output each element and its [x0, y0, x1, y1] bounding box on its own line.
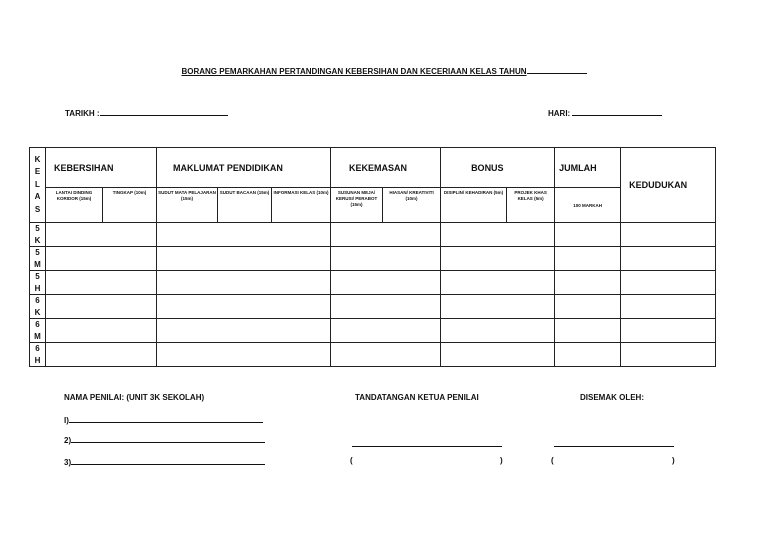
penilai-3-number: 3) — [64, 458, 72, 467]
kedudukan-cell[interactable] — [621, 295, 716, 319]
tarikh-field — [65, 107, 228, 118]
kebersihan-cell[interactable] — [46, 271, 157, 295]
row-label: 5 H — [30, 271, 46, 295]
kebersihan-cell[interactable] — [46, 247, 157, 271]
maklumat-cell[interactable] — [157, 271, 331, 295]
susunan-subheader: SUSUNAN MEJA/ KERUSI/ PERABOT (15m) — [331, 188, 383, 223]
kedudukan-cell[interactable] — [621, 343, 716, 367]
row-label: 6 M — [30, 319, 46, 343]
disemak-signature-line[interactable] — [554, 438, 674, 447]
kekemasan-cell[interactable] — [331, 343, 441, 367]
table-row — [30, 271, 716, 295]
row-label: 6 H — [30, 343, 46, 367]
scoring-table — [29, 147, 716, 367]
disemak-signature-field — [554, 434, 674, 452]
kekemasan-cell[interactable] — [331, 223, 441, 247]
kebersihan-cell[interactable] — [46, 223, 157, 247]
kekemasan-cell[interactable] — [331, 247, 441, 271]
kedudukan-cell[interactable] — [621, 319, 716, 343]
table-row — [30, 343, 716, 367]
kedudukan-cell[interactable] — [621, 271, 716, 295]
row-label: 6 K — [30, 295, 46, 319]
ketua-signature-field — [352, 434, 502, 452]
kekemasan-cell[interactable] — [331, 319, 441, 343]
kebersihan-header: KEBERSIHAN — [46, 148, 157, 188]
penilai-1-line[interactable] — [69, 414, 263, 423]
jumlah-cell[interactable] — [555, 295, 621, 319]
jumlah-header: JUMLAH — [555, 148, 621, 188]
disemak-label: DISEMAK OLEH: — [580, 393, 644, 402]
kedudukan-header: KEDUDUKAN — [621, 148, 716, 223]
kekemasan-header: KEKEMASAN — [331, 148, 441, 188]
table-row — [30, 319, 716, 343]
bonus-cell[interactable] — [441, 295, 555, 319]
informasi-subheader: INFORMASI KELAS (10m) — [272, 188, 331, 223]
kedudukan-cell[interactable] — [621, 247, 716, 271]
tingkap-subheader: TINGKAP (10m) — [103, 188, 157, 223]
row-label: 5 K — [30, 223, 46, 247]
maklumat-cell[interactable] — [157, 319, 331, 343]
jumlah-cell[interactable] — [555, 343, 621, 367]
bonus-cell[interactable] — [441, 271, 555, 295]
lantai-subheader: LANTAI DINDING KORIDOR (15m) — [46, 188, 103, 223]
penilai-1-number: I) — [64, 416, 69, 425]
projek-subheader: PROJEK KHAS KELAS (5m) — [507, 188, 555, 223]
jumlah-cell[interactable] — [555, 223, 621, 247]
hari-line[interactable] — [572, 107, 662, 116]
sudut-bacaan-subheader: SUDUT BACAAN (15m) — [218, 188, 272, 223]
tarikh-line[interactable] — [100, 107, 228, 116]
bonus-cell[interactable] — [441, 223, 555, 247]
penilai-2-number: 2) — [64, 436, 72, 445]
bonus-cell[interactable] — [441, 247, 555, 271]
markah-subheader: 100 MARKAH — [555, 188, 621, 223]
maklumat-header: MAKLUMAT PENDIDIKAN — [157, 148, 331, 188]
maklumat-cell[interactable] — [157, 343, 331, 367]
kekemasan-cell[interactable] — [331, 295, 441, 319]
kekemasan-cell[interactable] — [331, 271, 441, 295]
penilai-1-field — [64, 414, 263, 425]
disemak-name-open: ( — [551, 456, 554, 465]
disemak-name-close: ) — [672, 456, 675, 465]
jumlah-cell[interactable] — [555, 247, 621, 271]
jumlah-cell[interactable] — [555, 319, 621, 343]
tahun-blank — [527, 66, 587, 74]
hiasan-subheader: HIASAN/ KREATIVITI (10m) — [383, 188, 441, 223]
kebersihan-cell[interactable] — [46, 319, 157, 343]
maklumat-cell[interactable] — [157, 247, 331, 271]
penilai-3-field — [64, 456, 265, 467]
ketua-name-close: ) — [500, 456, 503, 465]
ketua-name-open: ( — [350, 456, 353, 465]
tandatangan-label: TANDATANGAN KETUA PENILAI — [355, 393, 479, 402]
bonus-header: BONUS — [441, 148, 555, 188]
kebersihan-cell[interactable] — [46, 295, 157, 319]
penilai-3-line[interactable] — [71, 456, 265, 465]
kebersihan-cell[interactable] — [46, 343, 157, 367]
bonus-cell[interactable] — [441, 343, 555, 367]
maklumat-cell[interactable] — [157, 223, 331, 247]
nama-penilai-label: NAMA PENILAI: (UNIT 3K SEKOLAH) — [64, 393, 205, 402]
hari-field — [548, 107, 662, 118]
table-row — [30, 247, 716, 271]
penilai-2-line[interactable] — [71, 434, 265, 443]
table-row — [30, 223, 716, 247]
table-row — [30, 295, 716, 319]
penilai-2-field — [64, 434, 265, 445]
form-title — [0, 66, 768, 76]
row-label: 5 M — [30, 247, 46, 271]
tarikh-label: TARIKH : — [65, 109, 100, 118]
ketua-signature-line[interactable] — [352, 438, 502, 447]
kelas-header: K E L A S — [30, 148, 46, 223]
disiplin-subheader: DISIPLIN/ KEHADIRAN (5m) — [441, 188, 507, 223]
form-title-text: BORANG PEMARKAHAN PERTANDINGAN KEBERSIHAN DAN KECERIAAN KELAS TAHUN — [181, 67, 527, 76]
hari-label: HARI: — [548, 109, 571, 118]
kedudukan-cell[interactable] — [621, 223, 716, 247]
bonus-cell[interactable] — [441, 319, 555, 343]
sudut-mata-subheader: SUDUT MATA PELAJARAN (15m) — [157, 188, 218, 223]
maklumat-cell[interactable] — [157, 295, 331, 319]
jumlah-cell[interactable] — [555, 271, 621, 295]
